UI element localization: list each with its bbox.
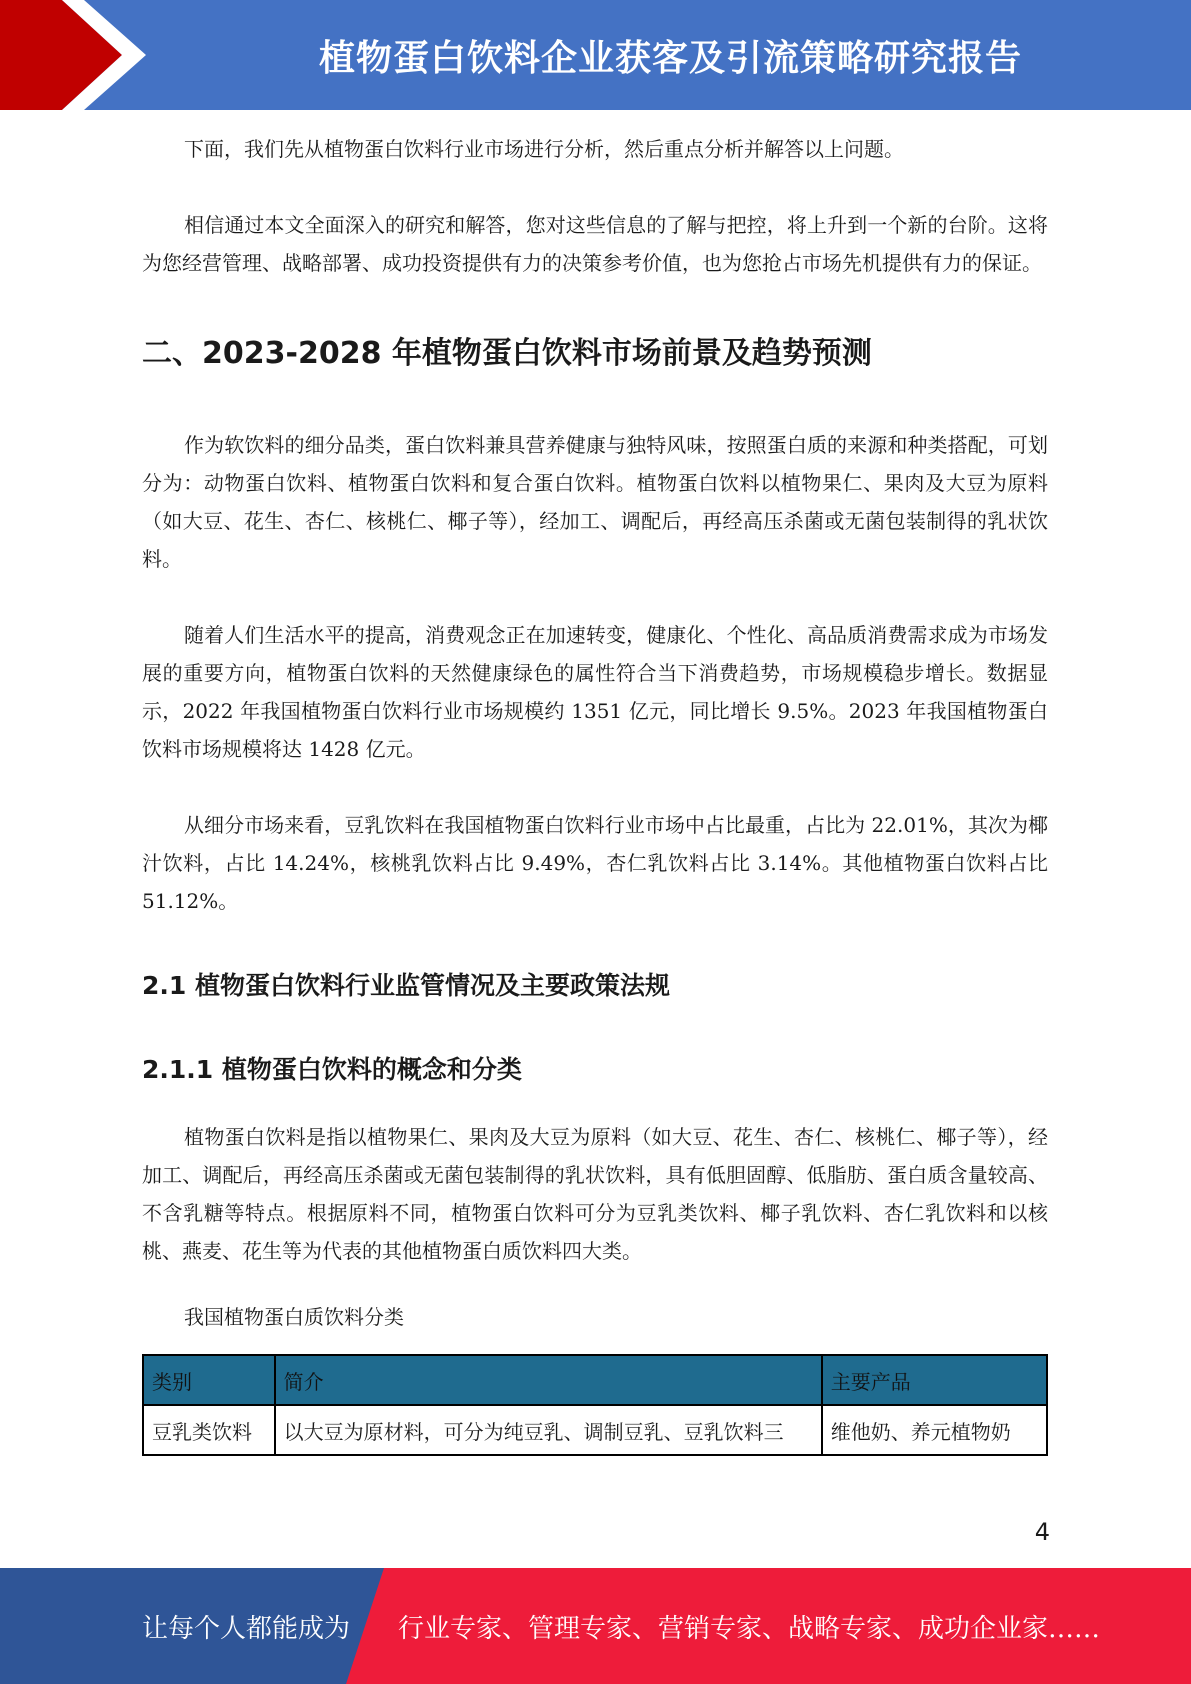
table-caption: 我国植物蛋白质饮料分类 bbox=[184, 1305, 404, 1329]
page-content bbox=[142, 130, 1048, 1456]
table-header-cell: 主要产品 bbox=[822, 1355, 1047, 1405]
table-header-cell: 类别 bbox=[143, 1355, 275, 1405]
table-row bbox=[143, 1405, 1047, 1455]
section-2-1-heading: 2.1 植物蛋白饮料行业监管情况及主要政策法规 bbox=[142, 971, 670, 1000]
table-header-row bbox=[143, 1355, 1047, 1405]
table-cell: 豆乳类饮料 bbox=[143, 1405, 275, 1455]
table-cell: 以大豆为原材料，可分为纯豆乳、调制豆乳、豆乳饮料三 bbox=[275, 1405, 822, 1455]
intro-paragraph-1: 下面，我们先从植物蛋白饮料行业市场进行分析，然后重点分析并解答以上问题。 bbox=[184, 137, 904, 161]
table-header-cell: 简介 bbox=[275, 1355, 822, 1405]
intro-paragraph-2: 相信通过本文全面深入的研究和解答，您对这些信息的了解与把控，将上升到一个新的台阶。这将为您经营管理、战略部署、成功投资提供有力的决策参考价值，也为您抢占市场先机提供有力的保证。 bbox=[142, 213, 1048, 275]
section-2-heading: 二、2023-2028 年植物蛋白饮料市场前景及趋势预测 bbox=[142, 336, 872, 371]
section-2-paragraph-3: 从细分市场来看，豆乳饮料在我国植物蛋白饮料行业市场中占比最重，占比为 22.01%，其次为椰汁饮料，占比 14.24%，核桃乳饮料占比 9.49%，杏仁乳饮料占比 3.14%。其他植物蛋白饮料占比 51.12%。 bbox=[142, 813, 1048, 913]
header-arrow-icon bbox=[0, 0, 160, 110]
table-cell: 维他奶、养元植物奶 bbox=[822, 1405, 1047, 1455]
section-2-1-1-paragraph: 植物蛋白饮料是指以植物果仁、果肉及大豆为原料（如大豆、花生、杏仁、核桃仁、椰子等），经加工、调配后，再经高压杀菌或无菌包装制得的乳状饮料，具有低胆固醇、低脂肪、蛋白质含量较高、不含乳糖等特点。根据原料不同，植物蛋白饮料可分为豆乳类饮料、椰子乳饮料、杏仁乳饮料和以核桃、燕麦、花生等为代表的其他植物蛋白质饮料四大类。 bbox=[142, 1125, 1048, 1263]
header-title: 植物蛋白饮料企业获客及引流策略研究报告 bbox=[318, 37, 1022, 79]
classification-table bbox=[142, 1354, 1048, 1456]
page-header bbox=[0, 0, 1191, 110]
page-footer bbox=[0, 1568, 1191, 1684]
footer-slogan-right: 行业专家、管理专家、营销专家、战略专家、成功企业家…… bbox=[398, 1613, 1101, 1644]
footer-slogan-left: 让每个人都能成为 bbox=[142, 1613, 351, 1644]
section-2-1-1-heading: 2.1.1 植物蛋白饮料的概念和分类 bbox=[142, 1055, 522, 1084]
section-2-paragraph-1: 作为软饮料的细分品类，蛋白饮料兼具营养健康与独特风味，按照蛋白质的来源和种类搭配，可划分为：动物蛋白饮料、植物蛋白饮料和复合蛋白饮料。植物蛋白饮料以植物果仁、果肉及大豆为原料（如大豆、花生、杏仁、核桃仁、椰子等），经加工、调配后，再经高压杀菌或无菌包装制得的乳状饮料。 bbox=[142, 433, 1048, 571]
page-number: 4 bbox=[1034, 1518, 1050, 1546]
section-2-paragraph-2: 随着人们生活水平的提高，消费观念正在加速转变，健康化、个性化、高品质消费需求成为市场发展的重要方向，植物蛋白饮料的天然健康绿色的属性符合当下消费趋势，市场规模稳步增长。数据显示，2022 年我国植物蛋白饮料行业市场规模约 1351 亿元，同比增长 9.5%。2023 年我国植物蛋白饮料市场规模将达 1428 亿元。 bbox=[142, 623, 1048, 761]
